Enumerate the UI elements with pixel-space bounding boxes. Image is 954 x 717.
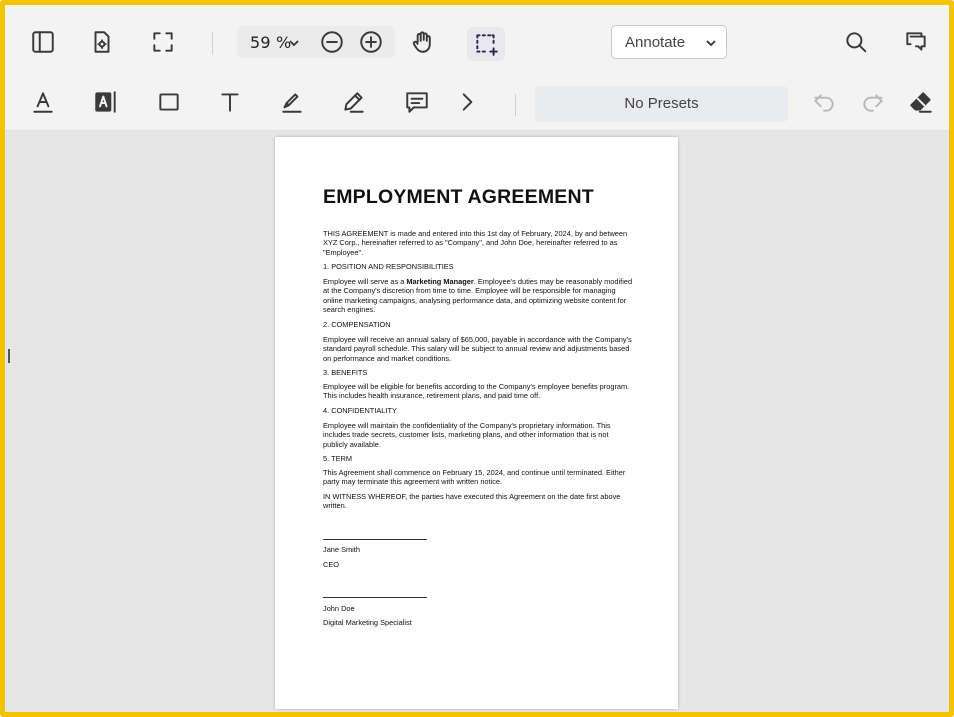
zoom-out-icon[interactable] (316, 26, 348, 58)
section-3-body: Employee will be eligible for benefits according to the Company's employee benefits program. This includes health insurance, retirement plans, and paid time off. (323, 382, 630, 401)
undo-icon[interactable] (808, 86, 840, 118)
mode-dropdown[interactable] (611, 25, 727, 59)
chevron-down-icon (704, 36, 718, 50)
zoom-dropdown-chevron-icon[interactable] (287, 36, 301, 50)
section-4-heading: 4. CONFIDENTIALITY (323, 406, 397, 415)
text-color-icon[interactable] (27, 86, 59, 118)
eraser-icon[interactable] (905, 86, 937, 118)
document-title: EMPLOYMENT AGREEMENT (323, 186, 594, 208)
signature-line-1 (323, 539, 427, 540)
section-2-heading: 2. COMPENSATION (323, 320, 391, 329)
text-cursor (8, 349, 10, 363)
search-icon[interactable] (840, 26, 872, 58)
s1-text-post: . Employee's duties may be reasonably modified at the Company's discretion from time to time. Employee will be responsible for managing online marketing campaigns, analysing performance data, and optimizing website content for search engines. (323, 277, 633, 315)
fullscreen-icon[interactable] (147, 26, 179, 58)
redo-icon[interactable] (857, 86, 889, 118)
pen-icon[interactable] (338, 86, 370, 118)
signatory-2-title: Digital Marketing Specialist (323, 618, 412, 627)
rectangle-icon[interactable] (153, 86, 185, 118)
marquee-zoom-icon[interactable] (470, 28, 502, 60)
text-icon[interactable] (214, 86, 246, 118)
free-text-icon[interactable] (90, 86, 122, 118)
highlighter-icon[interactable] (276, 86, 308, 118)
s1-text-pre: Employee will serve as a (323, 277, 407, 286)
annotation-toolbar (5, 67, 949, 131)
signatory-1-title: CEO (323, 560, 340, 569)
section-1-body (323, 277, 633, 315)
witness-clause: IN WITNESS WHEREOF, the parties have executed this Agreement on the date first above written. (323, 492, 621, 511)
section-4-body: Employee will maintain the confidentiality of the Company's proprietary information. This includes trade secrets, customer lists, marketing plans, and other information that is not publicly available. (323, 421, 611, 449)
comments-icon[interactable] (900, 26, 932, 58)
pan-hand-icon[interactable] (406, 26, 438, 58)
document-viewer[interactable] (5, 132, 949, 712)
document-page[interactable] (275, 137, 678, 709)
toolbar-divider (515, 94, 516, 116)
zoom-in-icon[interactable] (355, 26, 387, 58)
section-5-heading: 5. TERM (323, 454, 353, 463)
signature-line-2 (323, 597, 427, 598)
zoom-level[interactable]: 59 % (250, 33, 292, 52)
mode-dropdown-label: Annotate (625, 34, 686, 51)
more-chevron-icon[interactable] (451, 86, 483, 118)
main-toolbar (5, 5, 949, 67)
note-icon[interactable] (401, 86, 433, 118)
signatory-1-name: Jane Smith (323, 545, 360, 554)
toolbar-divider (212, 32, 213, 54)
section-2-body: Employee will receive an annual salary of $65,000, payable in accordance with the Company's standard payroll schedule. This salary will be subject to annual review and adjustments based on performance and market conditions. (323, 335, 632, 363)
sidebar-panel-icon[interactable] (27, 26, 59, 58)
section-5-body: This Agreement shall commence on February 15, 2024, and continue until terminated. Either party may terminate this agreement with written notice. (323, 468, 626, 487)
signatory-2-name: John Doe (323, 604, 355, 613)
intro-paragraph: THIS AGREEMENT is made and entered into this 1st day of February, 2024, by and between XYZ Corp., hereinafter referred to as "Company", and John Doe, hereinafter referred to as "Employee". (323, 229, 628, 257)
document-settings-icon[interactable] (86, 26, 118, 58)
section-1-heading: 1. POSITION AND RESPONSIBILITIES (323, 262, 454, 271)
section-3-heading: 3. BENEFITS (323, 368, 368, 377)
s1-position-bold: Marketing Manager (406, 277, 474, 286)
presets-selector[interactable]: No Presets (535, 86, 788, 122)
